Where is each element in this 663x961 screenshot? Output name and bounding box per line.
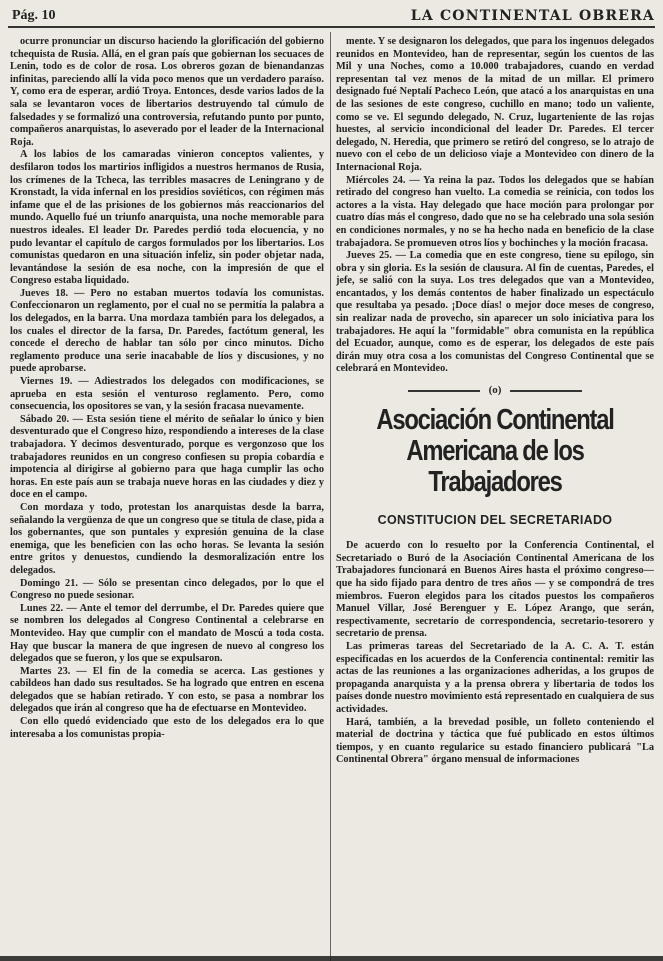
section-paragraph: De acuerdo con lo resuelto por la Conferencia Continental, el Secretariado o Buró de la Asociación Continental Americana de los Trabajadores funcionará en Buenos Aires hasta el próximo congreso— que ha sido fijado para dentro de tres años — y se compondrá de tres miembros. Fueron elegidos para los citados puestos los compañeros Manuel Villar, José Berenguer y E. López Arango, que serán, respectivamente, secretario de correspondencia, secretario-tesorero y secretario de prensa. — [336, 540, 654, 640]
article-paragraph: Jueves 18. — Pero no estaban muertos todavía los comunistas. Confeccionaron un reglamento, por el cual no se permitía la palabra a los delegados, en la barra. Una mordaza también para los delegados, a los cuales el director de la farsa, Dr. Paredes, factótum general, les concede el derecho de hablar tan sólo por cinco minutos. Dicho reglamento produce una serie inacabable de líos y discusiones, y no puede aprobarse. — [10, 287, 324, 375]
article-paragraph: Con ello quedó evidenciado que esto de los delegados era lo que interesaba a los comunistas propia- — [10, 716, 324, 740]
article-paragraph: Domingo 21. — Sólo se presentan cinco delegados, por lo que el Congreso no puede sesionar. — [10, 577, 324, 602]
article-paragraph: Sábado 20. — Esta sesión tiene el mérito de señalar lo único y bien desventurado que el Congreso hizo, respondiendo a intereses de la clase trabajadora. Y decimos desventurado, porque es vergonzoso que los trabajadores reunidos en un congreso confiesen su propia cobardía e impotencia al dirigirse al gobierno para que haga cumplir las ocho horas. En este país aun se trabaja nueve horas en las ciudades y diez y doce en el campo. — [10, 413, 324, 501]
article-paragraph: Miércoles 24. — Ya reina la paz. Todos los delegados que se habían retirado del congreso han vuelto. La comedia se reinicia, con todos los actores a la vista. Hay delegado que hace moción para prolongar por cuatro días más el congreso, dado que no se ha celebrado una sola sesión en condiciones normales, y no se ha hecho nada en beneficio de la clase trabajadora. Se promueven otros líos y bochinches y la moción fracasa. — [336, 174, 654, 249]
separator-mark: (o) — [488, 384, 502, 397]
page-edge-strip — [0, 956, 663, 961]
separator-rule — [408, 390, 480, 392]
section-subtitle: CONSTITUCION DEL SECRETARIADO — [377, 512, 613, 527]
article-paragraph: A los labios de los camaradas vinieron conceptos valientes, y desfilaron todos los martirios infligidos a nuestros hermanos de Rusia, los crímenes de la Tcheca, las terribles masacres de Leningrano y de Kronstadt, la vida infernal en los presidios soviéticos, con régimen más infame que el de las prisiones de los gobiernos más reaccionarios del mundo. Aquello fué un triunfo anarquista, una noche memorable para nuestros ideales. El leader Dr. Paredes perdió toda elocuencia, y no pudo levantar el capítulo de cargos formulados por los libertarios. Los comunistas quedaron en una situación infeliz, sin poder objetar nada, levantándose la sesión de esa noche, con la impresión de que el Congreso estaba liquidado. — [10, 149, 324, 287]
column-divider — [330, 32, 331, 961]
article-paragraph: Con mordaza y todo, protestan los anarquistas desde la barra, señalando la vergüenza de que un congreso que se titula de clase, pida a los gobernantes, que son puntales y expresión genuina de la clase enemiga, que les beneficien con las ocho horas. Se levanta la sesión entre gritos y denuestos, cundiendo la desmoralización entre los delegados. — [10, 501, 324, 576]
article-paragraph: ocurre pronunciar un discurso haciendo la glorificación del gobierno tchequista de Rusia. Allá, en el gran país que gobiernan los secuaces de Lenin, todo es de color de rosa. Los obreros gozan de bienandanzas infinitas, pareciendo allí la vida poco menos que un verdadero paraíso. Y, como era de esperar, ardió Troya. Entonces, desde varios lados de la sala se levantaron voces de libertarios destruyendo tal cúmulo de falsedades y se formalizó una controversia, refutando punto por punto, compañeros anarquistas, lo aseverado por el leader de la Internacional Roja. — [10, 36, 324, 148]
publication-name: LA CONTINENTAL OBRERA — [410, 8, 655, 24]
right-column — [336, 36, 654, 959]
article-paragraph: Martes 23. — El fin de la comedia se acerca. Las gestiones y cabildeos han dado sus resultados. Se ha logrado que entren en escena delegados que se habían retirado. Y con esto, se pasa a nombrar los delegados que irán al congreso que ha de efectuarse en Montevideo. — [10, 665, 324, 715]
left-column — [10, 36, 324, 959]
page-header — [8, 2, 655, 28]
separator-rule — [510, 390, 582, 392]
section-paragraph: Las primeras tareas del Secretariado de la A. C. A. T. están especificadas en los acuerdos de la Conferencia continental: remitir las actas de las reuniones a las organizaciones adheridas, a los grupos de propaganda anarquista y a la prensa obrera y libertaria de todos los países donde nuestro movimiento está representado en cualquiera de sus actividades. — [336, 640, 654, 715]
article-paragraph: mente. Y se designaron los delegados, que para los ingenuos delegados reunidos en Montevideo, han de representar, según los cuentos de las Mil y una Noches, como a 10.000 trabajadores, cuando en verdad representan tal vez menos de la mitad de un millar. El primero designado fué Neptalí Pacheco León, que atacó a los anarquistas en una de las sesiones de este congreso, cuchillo en mano; todo un valiente, como se ve. El segundo delegado, N. Cruz, lugarteniente de las rojas huestes, al servicio incondicional del leader Dr. Paredes. El tercer delegado, N. Heredia, que primero se retiró del congreso, se lo atrajo de nuevo con el cebo de un delicioso viaje a Montevideo con dinero de la Internacional Roja. — [336, 36, 654, 173]
article-paragraph: Jueves 25. — La comedia que en este congreso, tiene su epílogo, sin obra y sin gloria. Es la sesión de clausura. Al fin de cuentas, Paredes, el jefe, se salió con la suya. Los tres delegados que van a Montevideo, encantados, y los demás contentos de haber finalizado un espectáculo que resultaba ya pesado. ¡Doce días! o mejor doce meses de congreso, sin realizar nada de provecho, sin aparecer un solo iniciativa para los trabajadores. He aquí la "formidable" obra comunista en la república del Ecuador, aunque, como es de esperar, los delegados de este país dirán muy otra cosa a los comunistas del Congreso Continental que se celebrará en Montevideo. — [336, 250, 654, 375]
page-number: Pág. 10 — [12, 8, 56, 23]
section-separator — [336, 384, 654, 397]
section-paragraph: Hará, también, a la brevedad posible, un folleto conteniendo el material de doctrina y táctica que fué publicado en estos últimos tiempos, y en cuanto regularice su estado financiero publicará "La Continental Obrera" órgano mensual de informaciones — [336, 716, 654, 766]
article-paragraph: Viernes 19. — Adiestrados los delegados con modificaciones, se aprueba en esta sesión el venturoso reglamento. Pero, como consecuencia, los opositores se van, y la sesión fracasa nuevamente. — [10, 376, 324, 413]
article-paragraph: Lunes 22. — Ante el temor del derrumbe, el Dr. Paredes quiere que se nombren los delegados al Congreso Continental a celebrarse en Montevideo. Hay que cumplir con el mandato de Moscú a toda costa. Hay que buscar la manera de que ingresen de nuevo al congreso los delegados que se fueron, y los que se expulsaron. — [10, 602, 324, 665]
section-title: Asociación Continental Americana de los Trabajadores — [376, 403, 614, 498]
